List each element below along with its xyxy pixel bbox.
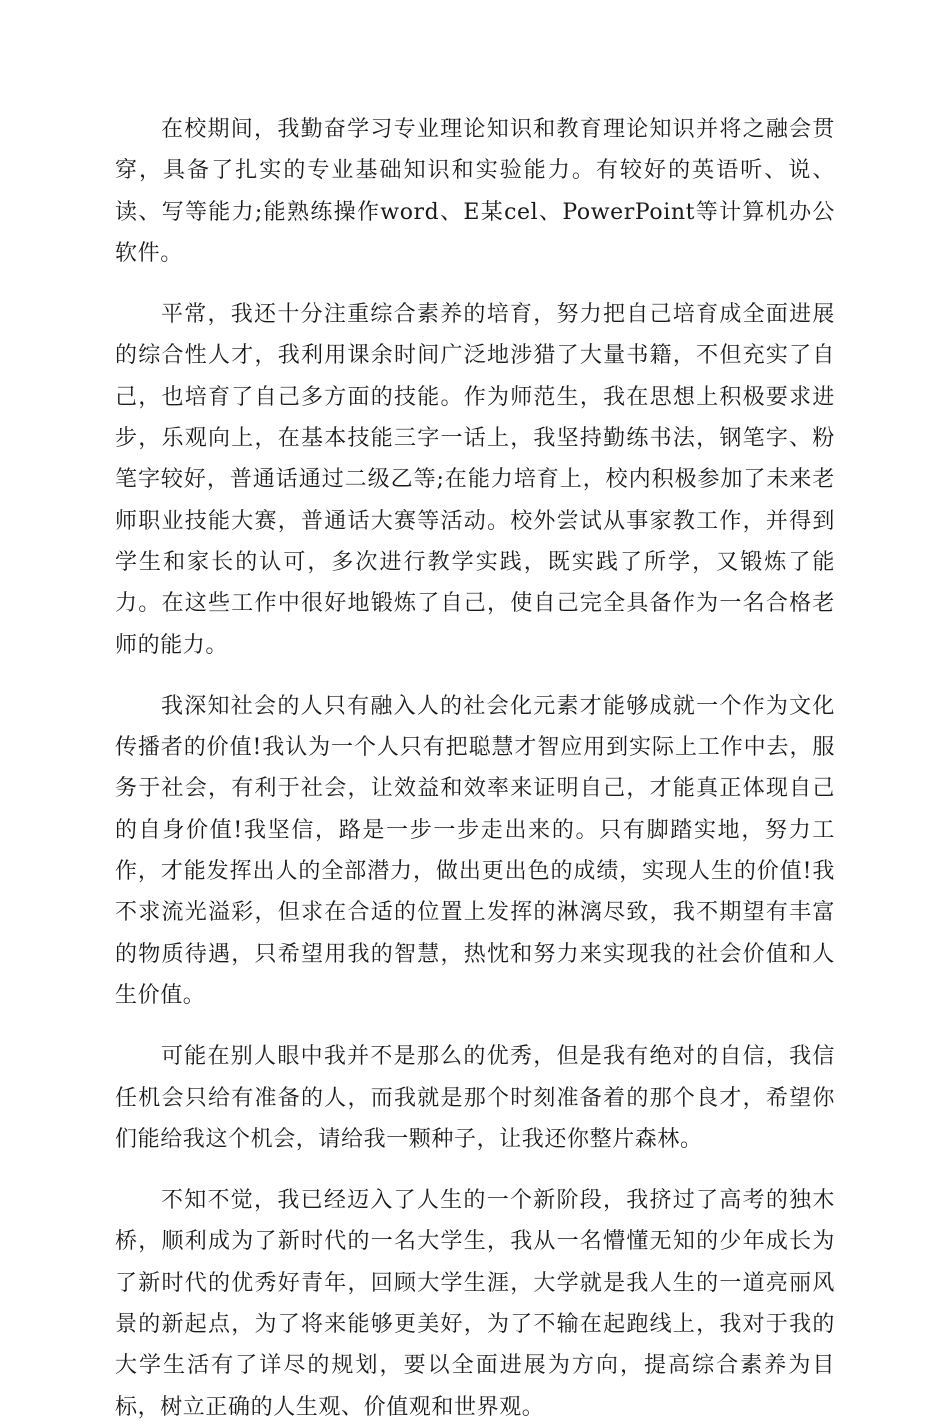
paragraph-study: 在校期间，我勤奋学习专业理论知识和教育理论知识并将之融会贯穿，具备了扎实的专业基础知识和实验能力。有较好的英语听、说、读、写等能力;能熟练操作word、E某cel、PowerPoint等计算机办公软件。: [115, 117, 835, 266]
paragraph-values: 我深知社会的人只有融入人的社会化元素才能够成就一个作为文化传播者的价值!我认为一个人只有把聪慧才智应用到实际上工作中去，服务于社会，有利于社会，让效益和效率来证明自己，才能真正体现自己的自身价值!我坚信，路是一步一步走出来的。只有脚踏实地，努力工作，才能发挥出人的全部潜力，做出更出色的成绩，实现人生的价值!我不求流光溢彩，但求在合适的位置上发挥的淋漓尽致，我不期望有丰富的物质待遇，只希望用我的智慧，热忱和努力来实现我的社会价值和人生价值。: [115, 693, 835, 1008]
paragraph-skills: 平常，我还十分注重综合素养的培育，努力把自己培育成全面进展的综合性人才，我利用课余时间广泛地涉猎了大量书籍，不但充实了自己，也培育了自己多方面的技能。作为师范生，我在思想上积极要求进步，乐观向上，在基本技能三字一话上，我坚持勤练书法，钢笔字、粉笔字较好，普通话通过二级乙等;在能力培育上，校内积极参加了未来老师职业技能大赛，普通话大赛等活动。校外尝试从事家教工作，并得到学生和家长的认可，多次进行教学实践，既实践了所学，又锻炼了能力。在这些工作中很好地锻炼了自己，使自己完全具备作为一名合格老师的能力。: [115, 302, 835, 658]
document-page: [115, 109, 835, 1428]
paragraph-new-stage: 不知不觉，我已经迈入了人生的一个新阶段，我挤过了高考的独木桥，顺利成为了新时代的一名大学生，我从一名懵懂无知的少年成长为了新时代的优秀好青年，回顾大学生涯，大学就是我人生的一道亮丽风景的新起点，为了将来能够更美好，为了不输在起跑线上，我对于我的大学生活有了详尽的规划，要以全面进展为方向，提高综合素养为目标，树立正确的人生观、价值观和世界观。: [115, 1188, 835, 1420]
paragraph-confidence: 可能在别人眼中我并不是那么的优秀，但是我有绝对的自信，我信任机会只给有准备的人，而我就是那个时刻准备着的那个良才，希望你们能给我这个机会，请给我一颗种子，让我还你整片森林。: [115, 1044, 835, 1152]
